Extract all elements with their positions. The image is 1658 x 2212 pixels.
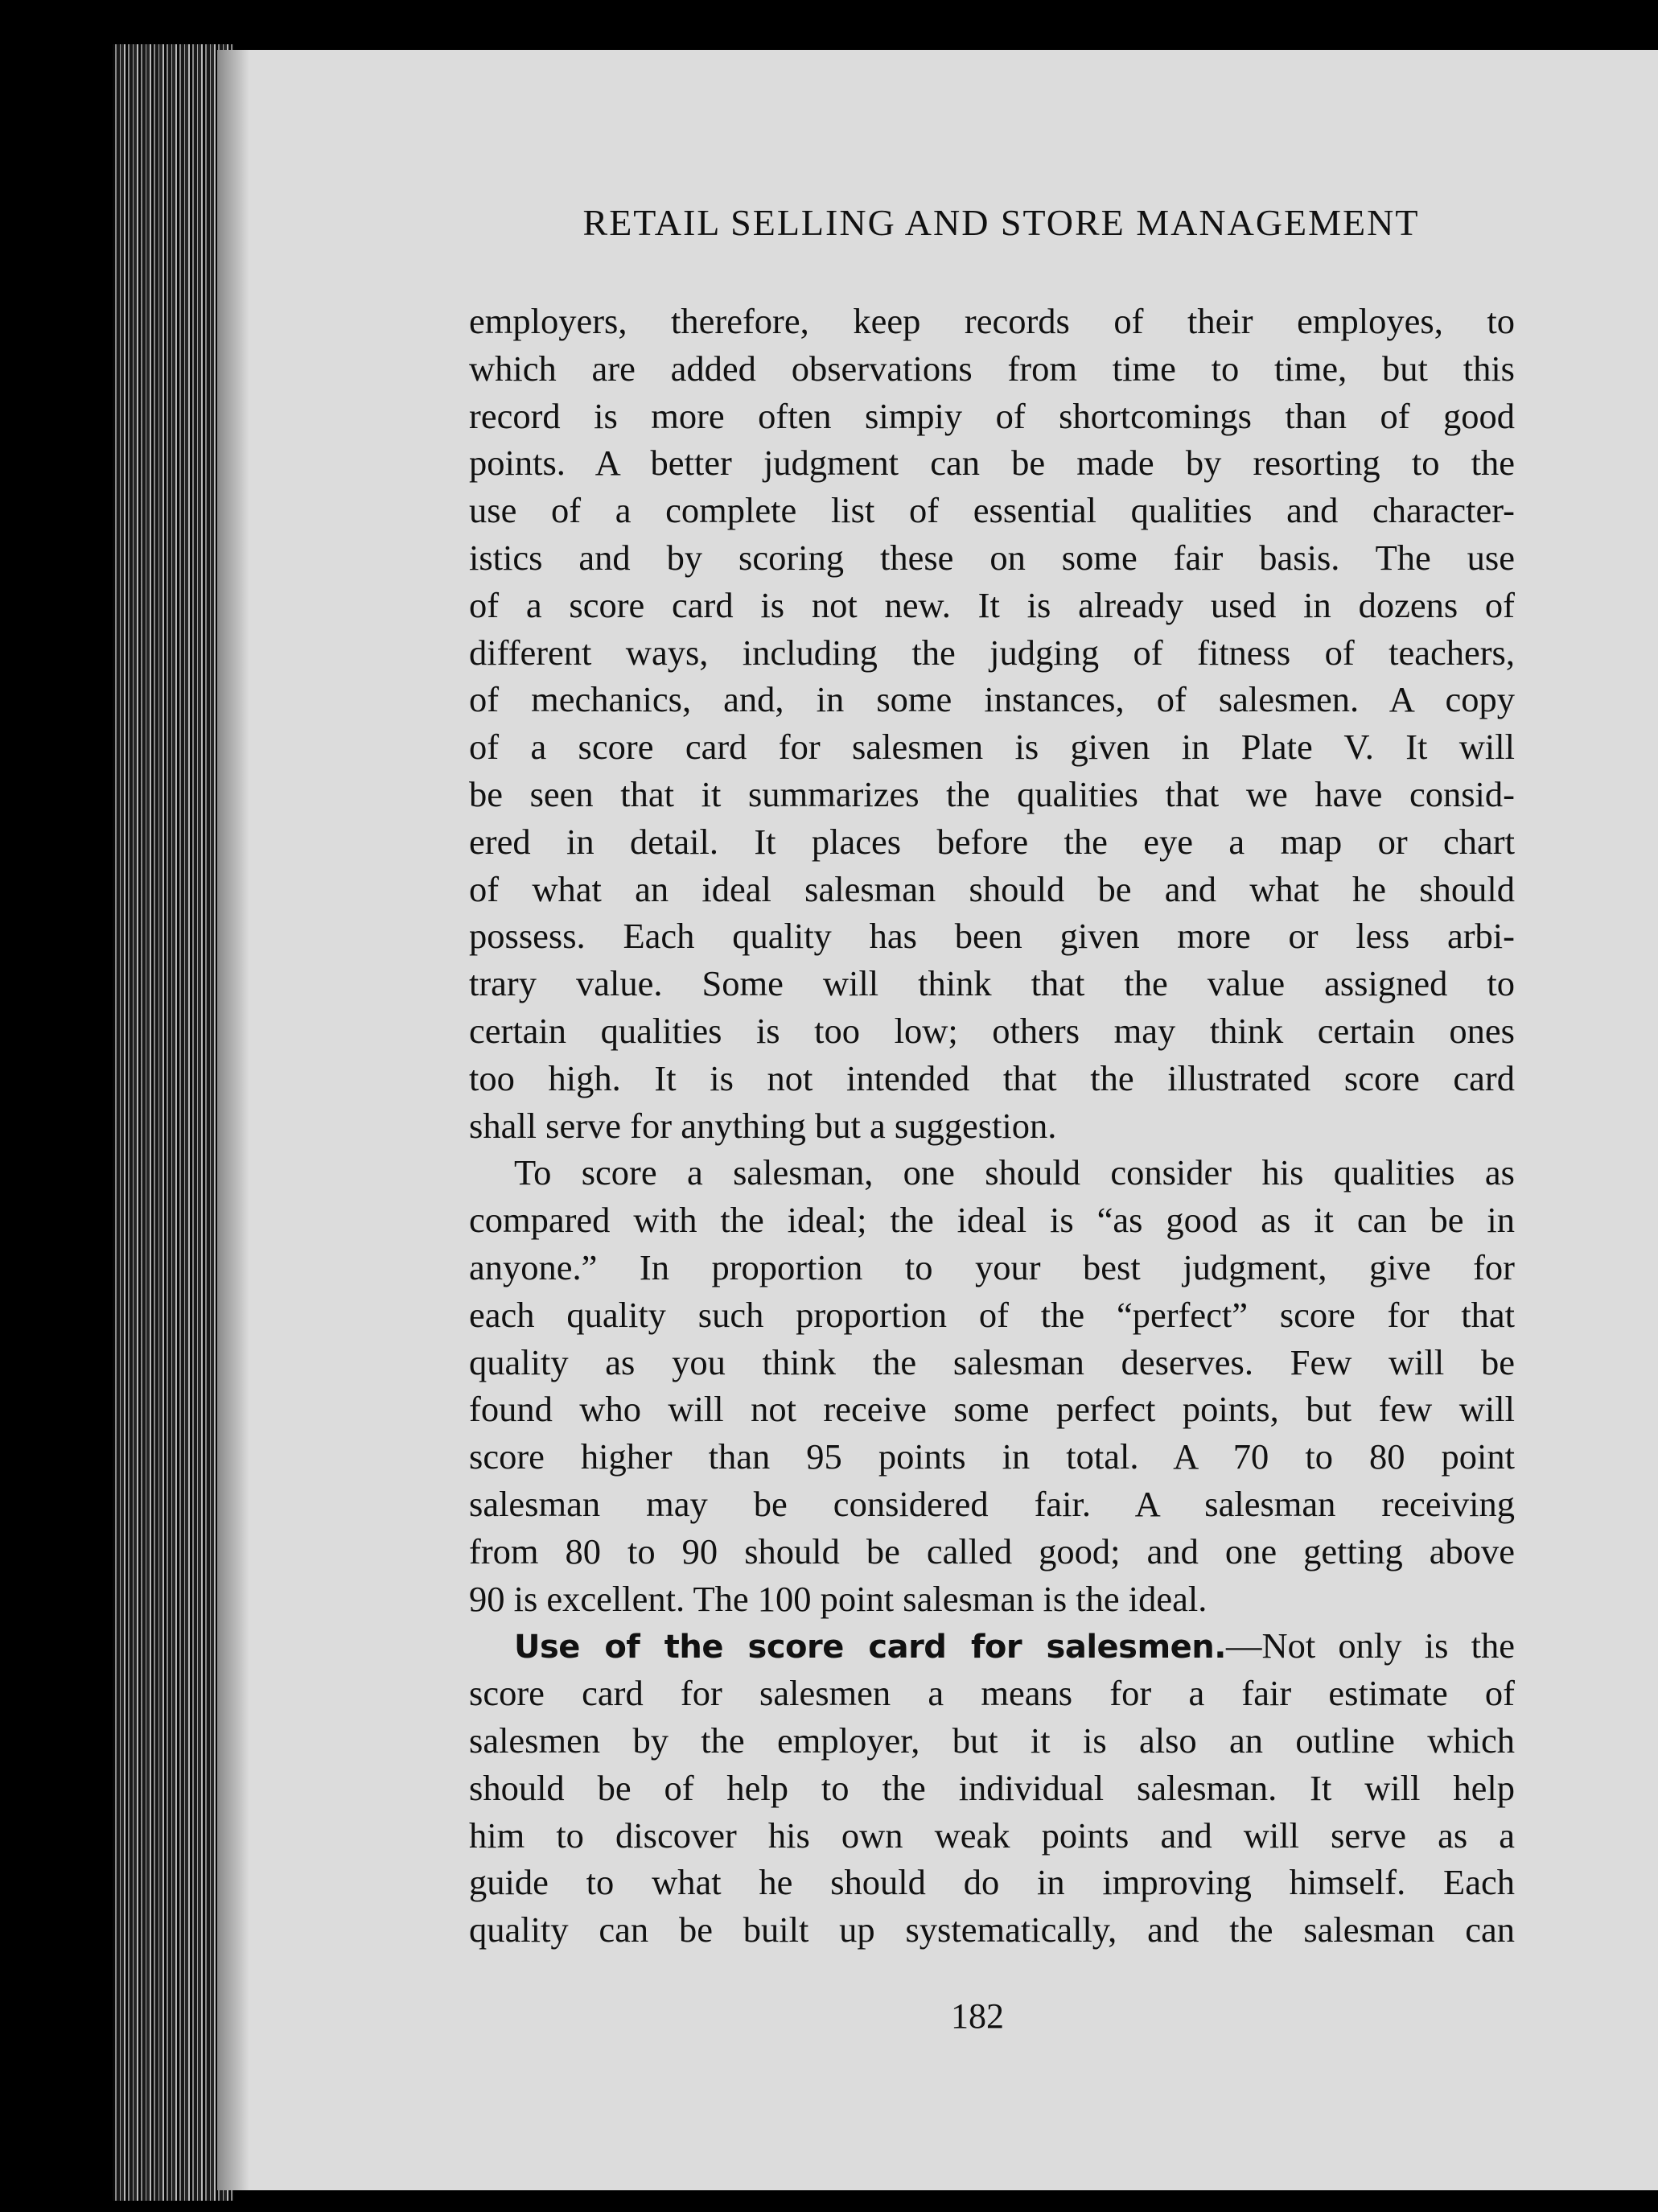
text-line: which are added observations from time to time, but this	[469, 348, 1515, 389]
section-heading: Use of the score card for salesmen.	[514, 1629, 1226, 1666]
text-line: guide to what he should do in improving himself. Each	[469, 1862, 1515, 1903]
text-line: istics and by scoring these on some fair basis. The use	[469, 537, 1515, 578]
text-line: quality can be built up systematically, and the salesman can	[469, 1909, 1515, 1950]
text-line: ered in detail. It places before the eye a map or chart	[469, 821, 1515, 862]
book-page-edges	[113, 44, 233, 2201]
text-line: certain qualities is too low; others may think certain ones	[469, 1010, 1515, 1051]
text-line: use of a complete list of essential qualities and character-	[469, 490, 1515, 531]
text-line: each quality such proportion of the “perfect” score for that	[469, 1294, 1515, 1335]
text-line: To score a salesman, one should consider his qualities as	[514, 1152, 1515, 1193]
text-line: compared with the ideal; the ideal is “as good as it can be in	[469, 1200, 1515, 1241]
text-line: score higher than 95 points in total. A 70 to 80 point	[469, 1436, 1515, 1477]
text-line	[469, 1622, 1515, 1670]
paragraph-2	[469, 1149, 1515, 1622]
gutter-shadow	[217, 50, 249, 2190]
text-line: points. A better judgment can be made by resorting to the	[469, 443, 1515, 484]
text-line: of what an ideal salesman should be and what he should	[469, 868, 1515, 909]
text-line: 90 is excellent. The 100 point salesman is the ideal.	[469, 1578, 1208, 1619]
text-run: —Not only is the	[1225, 1625, 1515, 1666]
text-line: of a score card for salesmen is given in Plate V. It will	[469, 727, 1515, 768]
text-line: trary value. Some will think that the value assigned to	[469, 963, 1515, 1004]
paragraph-3	[469, 1622, 1515, 1954]
text-line: too high. It is not intended that the illustrated score card	[469, 1057, 1515, 1098]
text-line: should be of help to the individual salesman. It will help	[469, 1767, 1515, 1808]
text-line: salesman may be considered fair. A salesman receiving	[469, 1483, 1515, 1524]
text-line: employers, therefore, keep records of their employes, to	[469, 301, 1515, 341]
text-line: record is more often simpiy of shortcomings than of good	[469, 395, 1515, 436]
text-line: anyone.” In proportion to your best judgment, give for	[469, 1246, 1515, 1287]
paragraph-1	[469, 298, 1515, 1149]
text-line: from 80 to 90 should be called good; and one getting above	[469, 1530, 1515, 1571]
text-line: him to discover his own weak points and will serve as a	[469, 1814, 1515, 1856]
text-line: possess. Each quality has been given more or less arbi-	[469, 916, 1515, 957]
text-line: quality as you think the salesman deserves. Few will be	[469, 1341, 1515, 1382]
text-line: shall serve for anything but a suggestion.	[469, 1105, 1057, 1146]
running-head: RETAIL SELLING AND STORE MANAGEMENT	[582, 202, 1420, 243]
page-body	[469, 298, 1515, 1954]
text-line: score card for salesmen a means for a fair estimate of	[469, 1673, 1515, 1714]
page-number: 182	[951, 1996, 1004, 2036]
text-line: found who will not receive some perfect points, but few will	[469, 1389, 1515, 1430]
text-line: of a score card is not new. It is already used in dozens of	[469, 584, 1515, 625]
text-line: salesmen by the employer, but it is also an outline which	[469, 1720, 1515, 1761]
text-line: different ways, including the judging of fitness of teachers,	[469, 632, 1515, 673]
text-line: of mechanics, and, in some instances, of salesmen. A copy	[469, 679, 1515, 720]
text-line: be seen that it summarizes the qualities that we have consid-	[469, 773, 1515, 814]
